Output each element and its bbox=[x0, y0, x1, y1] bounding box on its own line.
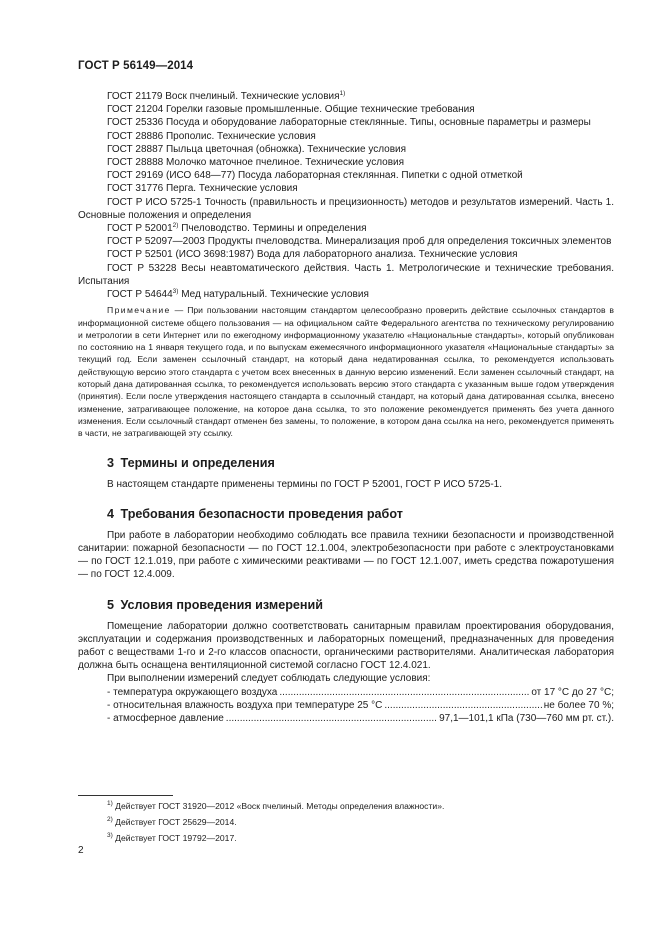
section-3-text: В настоящем стандарте применены термины по ГОСТ Р 52001, ГОСТ Р ИСО 5725-1. bbox=[107, 478, 503, 490]
footnotes bbox=[107, 798, 444, 846]
footnote-item: $^{1)}$ Действует ГОСТ 31920—2012 «Воск пчелиный. Методы определения влажности». bbox=[107, 800, 445, 811]
reference-item: ГОСТ 21179 Воск пчелиный. Технические условия$^{1)}$ bbox=[107, 90, 346, 102]
reference-item: ГОСТ 21204 Горелки газовые промышленные. Общие технические требования bbox=[107, 104, 475, 116]
reference-item: ГОСТ 28887 Пыльца цветочная (обножка). Технические условия bbox=[107, 143, 407, 155]
note-label: Примечание bbox=[107, 305, 171, 316]
reference-item: ГОСТ Р 53228 Весы неавтоматического действия. Часть 1. Метрологические и технические требования. Испытания bbox=[78, 262, 614, 287]
section-5-text: Помещение лаборатории должно соответствовать санитарным правилам проектирования оборудования, эксплуатации и содержания производственных и лабораторных помещений, предназначенных для проведения работ с веществами 1-го и 2-го классов опасности, органическими растворителями. Аналитическая лаборатория должна быть оснащена вентиляционной системой согласно ГОСТ 12.4.021. bbox=[78, 620, 614, 672]
section-4-text: При работе в лаборатории необходимо соблюдать все правила техники безопасности и производственной санитарии: пожарной безопасности — по ГОСТ 12.1.004, электробезопасности при работе с электроустановками — по ГОСТ 12.1.019, при работе с химическими реактивами — по ГОСТ 12.1.007, иметь средства пожаротушения — по ГОСТ 12.4.009. bbox=[78, 529, 614, 581]
condition-humidity: - относительная влажность воздуха при температуре 25 °С ..... не более 70 %; bbox=[78, 699, 614, 712]
reference-item: ГОСТ 28886 Прополис. Технические условия bbox=[107, 130, 316, 142]
footnote-item: $^{2)}$ Действует ГОСТ 25629—2014. bbox=[107, 816, 237, 827]
section-5-heading: 5 Условия проведения измерений bbox=[107, 597, 323, 612]
reference-item: ГОСТ Р ИСО 5725-1 Точность (правильность и прецизионность) методов и результатов измерений. Часть 1. Основные положения и определения bbox=[78, 196, 614, 221]
reference-item: ГОСТ Р 52001$^{2)}$ Пчеловодство. Термины и определения bbox=[107, 222, 367, 235]
reference-item: ГОСТ Р 54644$^{3)}$ Мед натуральный. Технические условия bbox=[107, 288, 369, 301]
condition-temperature: - температура окружающего воздуха ..... от 17 °С до 27 °С; bbox=[78, 686, 614, 699]
reference-item: ГОСТ 31776 Перга. Технические условия bbox=[107, 183, 298, 195]
reference-item: ГОСТ Р 52501 (ИСО 3698:1987) Вода для лабораторного анализа. Технические условия bbox=[107, 249, 518, 261]
document-header: ГОСТ Р 56149—2014 bbox=[78, 60, 194, 72]
footnote-item: $^{3)}$ Действует ГОСТ 19792—2017. bbox=[107, 832, 237, 843]
note-paragraph: Примечание — При пользовании настоящим стандартом целесообразно проверить действие ссылочных стандартов в информационной системе общего пользования — на официальном сайте Федерального агентства по техническому регулированию и метрологии в сети Интернет или по ежегодному информационному указателю «Национальные стандарты», который опубликован по состоянию на 1 января текущего года, и по выпускам ежемесячного информационного указателя «Национальные стандарты» за текущий год. Если заменен ссылочный стандарт, на который дана недатированная ссылка, то рекомендуется использовать действующую версию этого стандарта с учетом всех внесенных в данную версию изменений. Если заменен ссылочный стандарт, на который дана датированная ссылка, то рекомендуется использовать версию этого стандарта с указанным выше годом утверждения (принятия). Если после утверждения настоящего стандарта в ссылочный стандарт, на который дана датированная ссылка, внесено изменение, затрагивающее положение, на которое дана ссылка, то это положение рекомендуется применять без учета данного изменения. Если ссылочный стандарт отменен без замены, то положение, в котором дана ссылка на него, рекомендуется применять в части, не затрагивающей эту ссылку. bbox=[78, 305, 615, 439]
section-5-intro: При выполнении измерений следует соблюдать следующие условия: bbox=[107, 673, 431, 685]
reference-item: ГОСТ 25336 Посуда и оборудование лабораторные стеклянные. Типы, основные параметры и размеры bbox=[107, 117, 591, 129]
reference-item: ГОСТ Р 52097—2003 Продукты пчеловодства. Минерализация проб для определения токсичных элементов bbox=[107, 236, 612, 248]
reference-item: ГОСТ 29169 (ИСО 648—77) Посуда лабораторная стеклянная. Пипетки с одной отметкой bbox=[107, 170, 523, 182]
footnote-divider bbox=[78, 795, 173, 796]
note-text: При пользовании настоящим стандартом целесообразно проверить действие ссылочных стандартов в информационной системе общего пользования — на официальном сайте Федерального агентства по техническому регулированию и метрологии в сети Интернет или по ежегодному информационному указателю «Национальные стандарты», который опубликован по состоянию на 1 января текущего года, и по выпускам ежемесячного информационного указателя «Национальные стандарты» за текущий год. Если заменен ссылочный стандарт, на который дана недатированная ссылка, то рекомендуется использовать действующую версию этого стандарта с учетом всех внесенных в данную версию изменений. Если заменен ссылочный стандарт, на который дана датированная ссылка, то рекомендуется использовать версию этого стандарта с указанным выше годом утверждения (принятия). Если после утверждения настоящего стандарта в ссылочный стандарт, на который дана датированная ссылка, внесено изменение, затрагивающее положение, на которое дана ссылка, то это положение рекомендуется применять без учета данного изменения. Если ссылочный стандарт отменен без замены, то положение, в котором дана ссылка на него, рекомендуется применять в части, не затрагивающей эту ссылку. bbox=[78, 305, 615, 439]
section-3-heading: 3 Термины и определения bbox=[107, 455, 275, 470]
normative-references-list bbox=[78, 90, 614, 301]
section-4-heading: 4 Требования безопасности проведения работ bbox=[107, 506, 403, 521]
reference-item: ГОСТ 28888 Молочко маточное пчелиное. Технические условия bbox=[107, 157, 405, 169]
page-number: 2 bbox=[78, 845, 84, 856]
document-body bbox=[78, 90, 614, 725]
condition-pressure: - атмосферное давление ..... 97,1—101,1 кПа (730—760 мм рт. ст.). bbox=[78, 712, 614, 725]
